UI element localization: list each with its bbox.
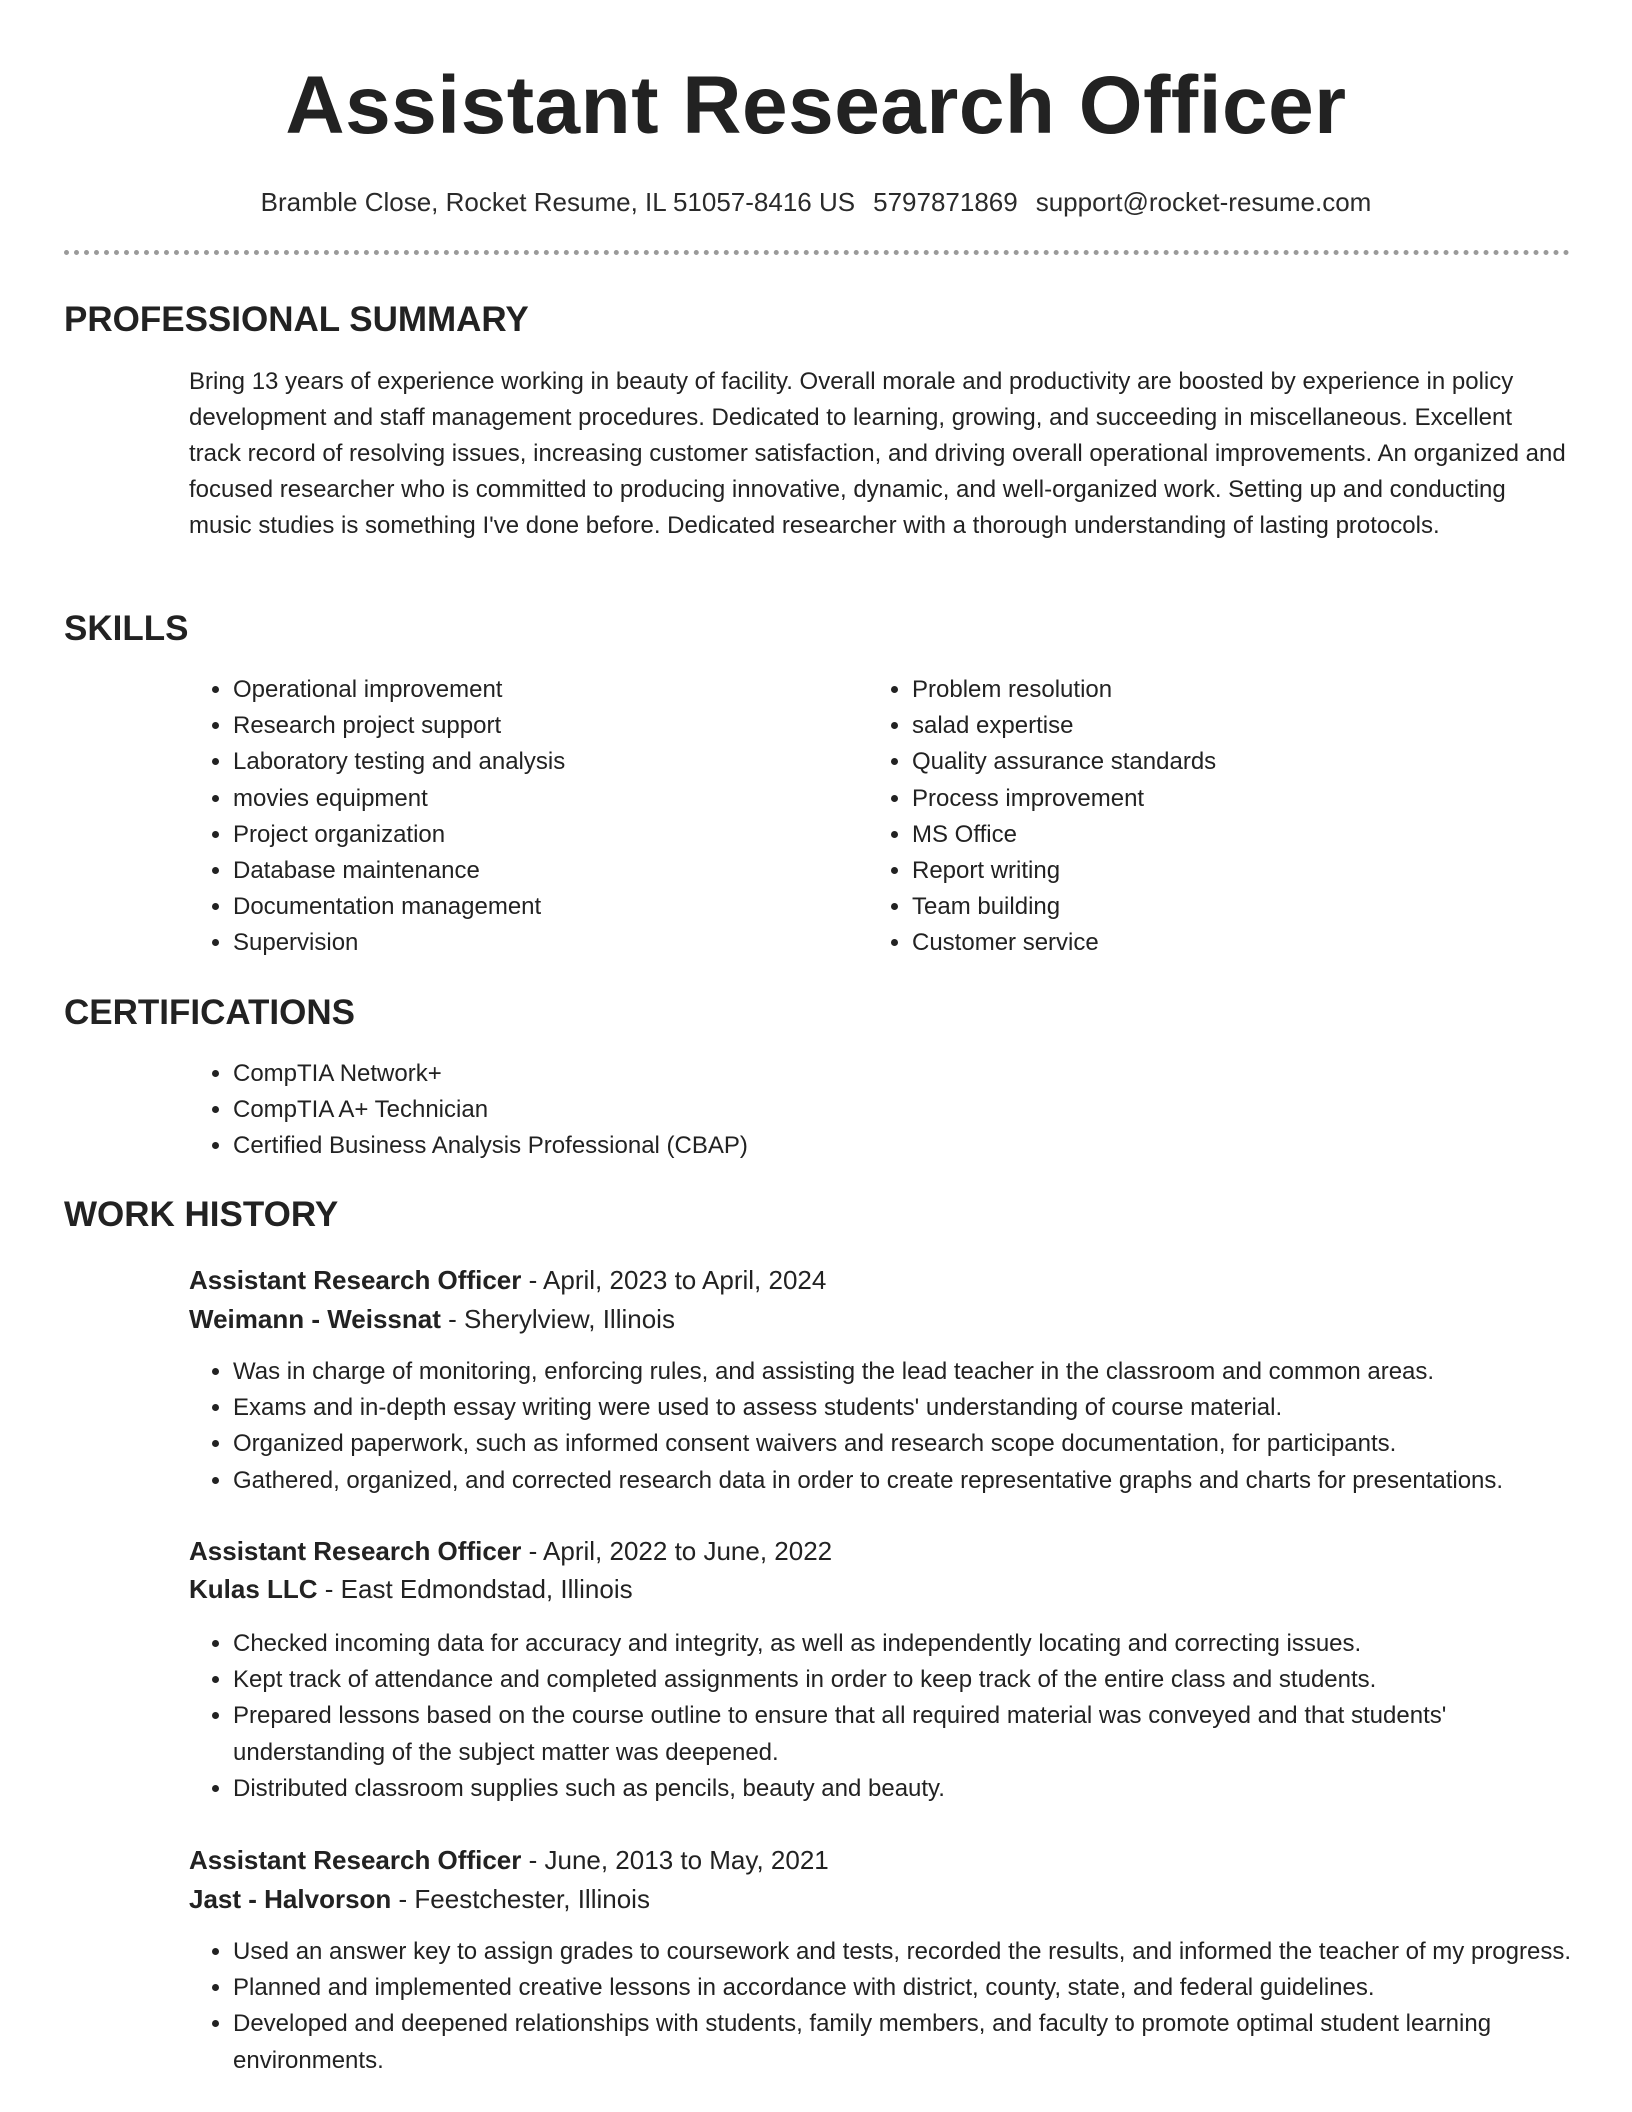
- contact-line: [0, 186, 1632, 218]
- job-location: - Sherylview, Illinois: [440, 1304, 675, 1334]
- skills-list-left: [189, 672, 789, 962]
- job-location: - Feestchester, Illinois: [391, 1884, 650, 1914]
- job-title-line: [189, 1843, 829, 1877]
- list-item: • Distributed classroom supplies such as pencils, beauty and beauty.: [233, 1771, 1589, 1807]
- list-item: • Was in charge of monitoring, enforcing rules, and assisting the lead teacher in the classroom and common areas.: [233, 1354, 1589, 1390]
- list-item: • Database maintenance: [233, 853, 789, 889]
- list-item: • Documentation management: [233, 889, 789, 925]
- list-item: • Operational improvement: [233, 672, 789, 708]
- job-company: Jast - Halvorson: [189, 1884, 392, 1914]
- list-item: • Kept track of attendance and completed assignments in order to keep track of the entire class and students.: [233, 1662, 1589, 1698]
- skills-list-right: [868, 672, 1468, 962]
- list-item: • Project organization: [233, 817, 789, 853]
- list-item: • Team building: [912, 889, 1468, 925]
- job-duties: [189, 1354, 1589, 1499]
- list-item: • Prepared lessons based on the course outline to ensure that all required material was conveyed and that students' understanding of the subject matter was deepened.: [233, 1698, 1589, 1770]
- contact-phone: 5797871869: [873, 187, 1018, 217]
- job-role: Assistant Research Officer: [189, 1536, 522, 1566]
- job-role: Assistant Research Officer: [189, 1845, 522, 1875]
- list-item: • Report writing: [912, 853, 1468, 889]
- list-item: • CompTIA Network+: [233, 1056, 1089, 1092]
- candidate-name: Assistant Research Officer: [285, 60, 1347, 151]
- job-company-line: [189, 1302, 675, 1336]
- duties-list: [189, 1626, 1589, 1807]
- job-dates: - April, 2023 to April, 2024: [521, 1265, 827, 1295]
- job-dates: - April, 2022 to June, 2022: [521, 1536, 833, 1566]
- list-item: • Process improvement: [912, 781, 1468, 817]
- list-item: • Checked incoming data for accuracy and integrity, as well as independently locating and correcting issues.: [233, 1626, 1589, 1662]
- duties-list: [189, 1934, 1589, 2079]
- list-item: • CompTIA A+ Technician: [233, 1092, 1089, 1128]
- job-company-line: [189, 1572, 633, 1606]
- list-item: • Laboratory testing and analysis: [233, 744, 789, 780]
- list-item: • Exams and in-depth essay writing were used to assess students' understanding of course material.: [233, 1390, 1589, 1426]
- list-item: • Gathered, organized, and corrected research data in order to create representative graphs and charts for presentations.: [233, 1463, 1589, 1499]
- skills-column-right: [868, 672, 1468, 962]
- skills-heading: SKILLS: [64, 609, 189, 648]
- list-item: • Quality assurance standards: [912, 744, 1468, 780]
- job-company: Weimann - Weissnat: [189, 1304, 441, 1334]
- certifications-list: [189, 1056, 1089, 1165]
- list-item: • salad expertise: [912, 708, 1468, 744]
- duties-list: [189, 1354, 1589, 1499]
- resume-header: [0, 0, 1632, 218]
- certifications-heading: CERTIFICATIONS: [64, 993, 356, 1032]
- contact-address: Bramble Close, Rocket Resume, IL 51057-8416 US: [260, 187, 856, 217]
- list-item: • MS Office: [912, 817, 1468, 853]
- job-duties: [189, 1626, 1589, 1807]
- job-role: Assistant Research Officer: [189, 1265, 522, 1295]
- list-item: • Problem resolution: [912, 672, 1468, 708]
- list-item: • Planned and implemented creative lessons in accordance with district, county, state, and federal guidelines.: [233, 1970, 1589, 2006]
- job-company: Kulas LLC: [189, 1574, 318, 1604]
- list-item: • Certified Business Analysis Professional (CBAP): [233, 1128, 1089, 1164]
- certifications-block: [189, 1056, 1089, 1165]
- list-item: • Organized paperwork, such as informed consent waivers and research scope documentation, for participants.: [233, 1426, 1589, 1462]
- job-duties: [189, 1934, 1589, 2079]
- list-item: • movies equipment: [233, 781, 789, 817]
- job-title-line: [189, 1534, 832, 1568]
- job-location: - East Edmondstad, Illinois: [317, 1574, 633, 1604]
- job-title-line: [189, 1263, 826, 1297]
- summary-heading: PROFESSIONAL SUMMARY: [64, 300, 529, 339]
- list-item: • Used an answer key to assign grades to coursework and tests, recorded the results, and informed the teacher of my progress.: [233, 1934, 1589, 1970]
- skills-column-left: [189, 672, 789, 962]
- list-item: • Research project support: [233, 708, 789, 744]
- list-item: • Supervision: [233, 925, 789, 961]
- header-divider: [64, 250, 1570, 255]
- list-item: • Customer service: [912, 925, 1468, 961]
- work-history-heading: WORK HISTORY: [64, 1195, 339, 1234]
- summary-text: Bring 13 years of experience working in beauty of facility. Overall morale and productivity are boosted by experience in policy development and staff management procedures. Dedicated to learning, growing, and succeeding in miscellaneous. Excellent track record of resolving issues, increasing customer satisfaction, and driving overall operational improvements. An organized and focused researcher who is committed to producing innovative, dynamic, and well-organized work. Setting up and conducting music studies is something I've done before. Dedicated researcher with a thorough understanding of lasting protocols.: [189, 368, 1566, 539]
- job-dates: - June, 2013 to May, 2021: [521, 1845, 829, 1875]
- list-item: • Developed and deepened relationships with students, family members, and faculty to promote optimal student learning environments.: [233, 2006, 1589, 2078]
- contact-email[interactable]: support@rocket-resume.com: [1035, 187, 1372, 217]
- job-company-line: [189, 1882, 650, 1916]
